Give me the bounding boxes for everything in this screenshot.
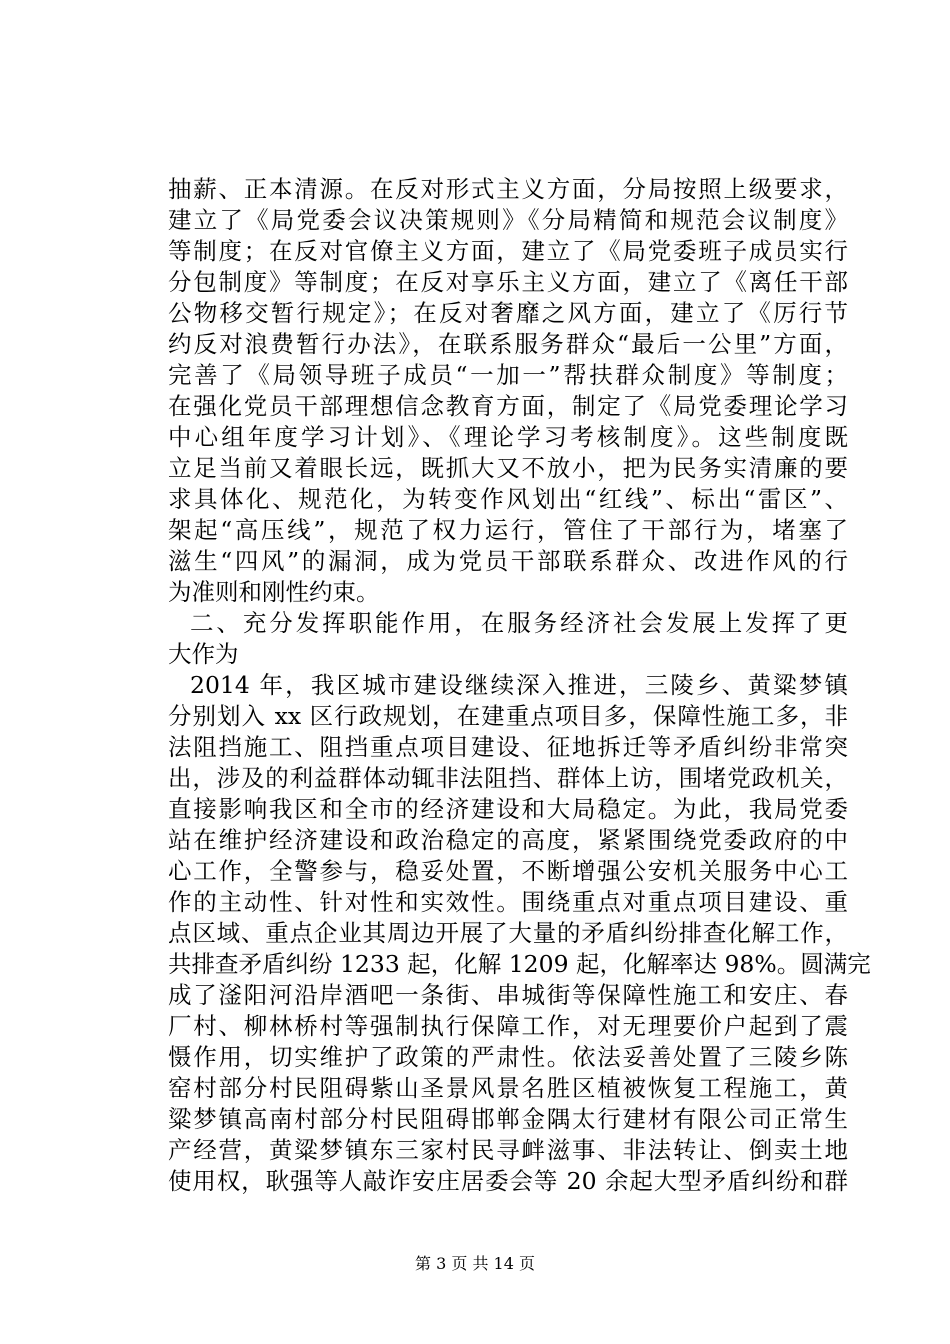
text-line-7: 完善了《局领导班子成员“一加一”帮扶群众制度》等制度； [168, 361, 848, 389]
text-line-4: 分包制度》等制度；在反对享乐主义方面，建立了《离任干部 [168, 268, 848, 296]
text-line-32: 产经营，黄粱梦镇东三家村民寻衅滋事、非法转让、倒卖土地 [168, 1136, 848, 1164]
text-line-28: 厂村、柳林桥村等强制执行保障工作，对无理要价户起到了震 [168, 1012, 848, 1040]
text-line-1: 抽薪、正本清源。在反对形式主义方面，分局按照上级要求， [168, 175, 848, 203]
text-line-24: 作的主动性、针对性和实效性。围绕重点对重点项目建设、重 [168, 888, 848, 916]
text-line-21: 直接影响我区和全市的经济建设和大局稳定。为此，我局党委 [168, 795, 848, 823]
page-footer: 第 3 页 共 14 页 [415, 1254, 535, 1273]
text-line-27: 成了滏阳河沿岸酒吧一条街、串城街等保障性施工和安庄、春 [168, 981, 848, 1009]
text-line-23: 心工作，全警参与，稳妥处置，不断增强公安机关服务中心工 [168, 857, 848, 885]
text-line-10: 立足当前又着眼长远，既抓大又不放小，把为民务实清廉的要 [168, 454, 848, 482]
text-line-22: 站在维护经济建设和政治稳定的高度，紧紧围绕党委政府的中 [168, 826, 848, 854]
text-line-2: 建立了《局党委会议决策规则》《分局精简和规范会议制度》 [168, 206, 848, 234]
text-line-17: 2014 年，我区城市建设继续深入推进，三陵乡、黄粱梦镇 [190, 671, 848, 699]
text-line-9: 中心组年度学习计划》、《理论学习考核制度》。这些制度既 [168, 423, 848, 451]
text-line-14: 为准则和刚性约束。 [168, 578, 380, 606]
text-line-33: 使用权，耿强等人敲诈安庄居委会等 20 余起大型矛盾纠纷和群 [168, 1167, 848, 1195]
text-line-13: 滋生“四风”的漏洞，成为党员干部联系群众、改进作风的行 [168, 547, 848, 575]
section-heading-line-1: 二、充分发挥职能作用，在服务经济社会发展上发挥了更 [190, 609, 848, 637]
text-line-11: 求具体化、规范化，为转变作风划出“红线”、标出“雷区”、 [168, 485, 848, 513]
text-line-6: 约反对浪费暂行办法》，在联系服务群众“最后一公里”方面， [168, 330, 848, 358]
text-line-30: 窑村部分村民阻碍紫山圣景风景名胜区植被恢复工程施工，黄 [168, 1074, 848, 1102]
text-line-12: 架起“高压线”，规范了权力运行，管住了干部行为，堵塞了 [168, 516, 848, 544]
text-line-3: 等制度；在反对官僚主义方面，建立了《局党委班子成员实行 [168, 237, 848, 265]
text-line-20: 出，涉及的利益群体动辄非法阻挡、群体上访，围堵党政机关， [168, 764, 848, 792]
text-line-29: 慑作用，切实维护了政策的严肃性。依法妥善处置了三陵乡陈 [168, 1043, 848, 1071]
text-line-19: 法阻挡施工、阻挡重点项目建设、征地拆迁等矛盾纠纷非常突 [168, 733, 848, 761]
text-line-18: 分别划入 xx 区行政规划，在建重点项目多，保障性施工多，非 [168, 702, 848, 730]
text-line-31: 粱梦镇高南村部分村民阻碍邯郸金隅太行建材有限公司正常生 [168, 1105, 848, 1133]
section-heading-line-2: 大作为 [168, 640, 239, 668]
text-line-25: 点区域、重点企业其周边开展了大量的矛盾纠纷排查化解工作， [168, 919, 848, 947]
text-line-8: 在强化党员干部理想信念教育方面，制定了《局党委理论学习 [168, 392, 848, 420]
text-line-26: 共排查矛盾纠纷 1233 起，化解 1209 起，化解率达 98%。圆满完 [168, 950, 871, 978]
text-line-5: 公物移交暂行规定》；在反对奢靡之风方面，建立了《厉行节 [168, 299, 848, 327]
